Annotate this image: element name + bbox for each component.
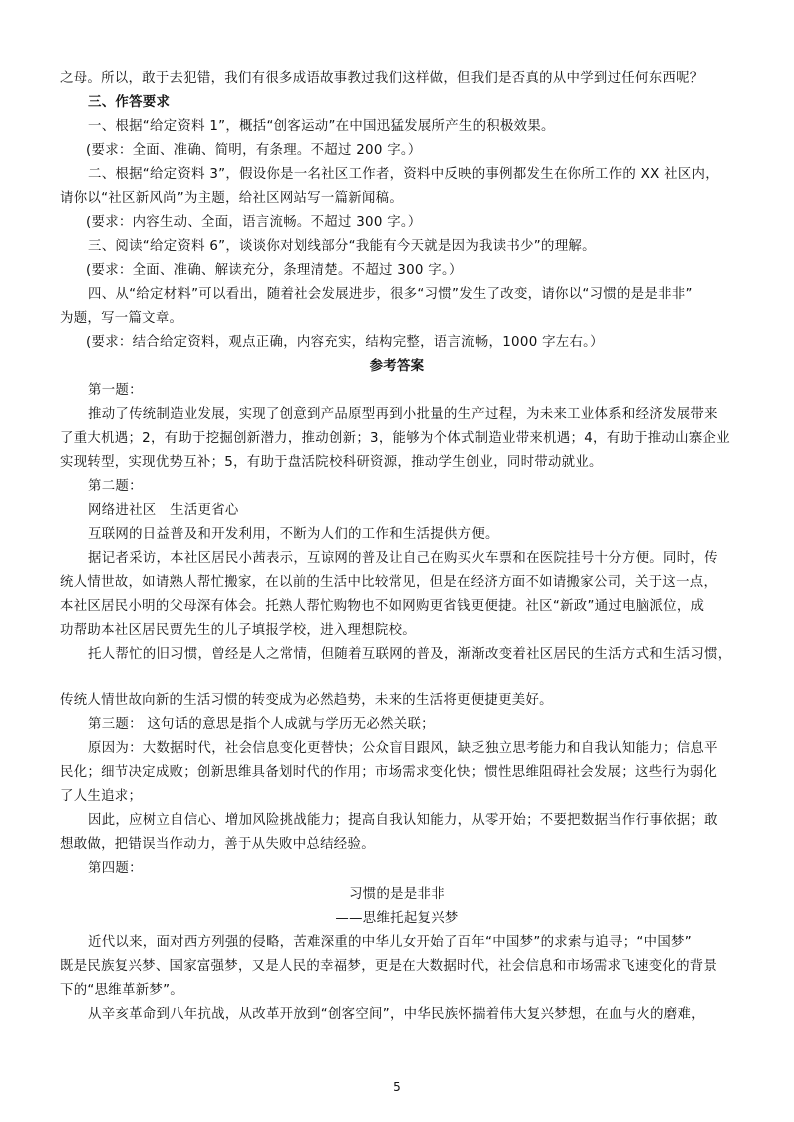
text-line: 推动了传统制造业发展，实现了创意到产品原型再到小批量的生产过程，为未来工业体系和经济发展带来 bbox=[88, 407, 718, 422]
question-2: 二、根据“给定资料 3”，假设你是一名社区工作者，资料中反映的事例都发生在你所工作的 XX 社区内， bbox=[88, 167, 719, 182]
section-heading: 三、作答要求 bbox=[88, 95, 171, 110]
answer-4-label: 第四题： bbox=[88, 861, 143, 876]
text-line: 民化；细节决定成败；创新思维具备划时代的作用；市场需求变化快；惯性思维阻碍社会发展；这些行为弱化 bbox=[60, 765, 718, 780]
text-line: 因此，应树立自信心、增加风险挑战能力；提高自我认知能力，从零开始；不要把数据当作行事依据；敢 bbox=[88, 813, 718, 828]
answers-heading: 参考答案 bbox=[369, 359, 425, 374]
question-3: 三、阅读“给定资料 6”，谈谈你对划线部分“我能有今天就是因为我读书少”的理解。 bbox=[88, 239, 596, 254]
news-title: 网络进社区 生活更省心 bbox=[88, 503, 239, 518]
requirement-1: (要求：全面、准确、简明，有条理。不超过 200 字。） bbox=[86, 143, 422, 158]
essay-subtitle: ——思维托起复兴梦 bbox=[335, 911, 459, 926]
question-1: 一、根据“给定资料 1”，概括“创客运动”在中国迅猛发展所产生的积极效果。 bbox=[88, 119, 555, 134]
text-line: 实现转型，实现优势互补；5，有助于盘活院校科研资源，推动学生创业，同时带动就业。 bbox=[60, 455, 603, 470]
text-line: 原因为：大数据时代，社会信息变化更替快；公众盲目跟风，缺乏独立思考能力和自我认知能力；信息平 bbox=[88, 741, 718, 756]
answer-1-label: 第一题： bbox=[88, 383, 143, 398]
text-line: 功帮助本社区居民贾先生的儿子填报学校，进入理想院校。 bbox=[60, 623, 416, 638]
requirement-4: (要求：结合给定资料，观点正确，内容充实，结构完整，语言流畅，1000 字左右。） bbox=[86, 335, 604, 350]
text-line: 既是民族复兴梦、国家富强梦，又是人民的幸福梦，更是在大数据时代，社会信息和市场需求飞速变化的背景 bbox=[60, 959, 718, 974]
requirement-3: (要求：全面、准确、解读充分，条理清楚。不超过 300 字。） bbox=[86, 263, 463, 278]
requirement-2: (要求：内容生动、全面，语言流畅。不超过 300 字。） bbox=[86, 215, 422, 230]
text-line: 想敢做，把错误当作动力，善于从失败中总结经验。 bbox=[60, 837, 375, 852]
text-line: 互联网的日益普及和开发利用，不断为人们的工作和生活提供方便。 bbox=[88, 527, 499, 542]
text-line: 传统人情世故向新的生活习惯的转变成为必然趋势，未来的生活将更便捷更美好。 bbox=[60, 693, 553, 708]
text-line: 本社区居民小明的父母深有体会。托熟人帮忙购物也不如网购更省钱更便捷。社区“新政”通过电脑派位，成 bbox=[60, 599, 705, 614]
text-line: 请你以“社区新风尚”为主题，给社区网站写一篇新闻稿。 bbox=[60, 191, 404, 206]
text-line: 从辛亥革命到八年抗战，从改革开放到“创客空间”，中华民族怀揣着伟大复兴梦想，在血与火的磨难， bbox=[88, 1007, 705, 1022]
answer-3-label: 第三题： 这句话的意思是指个人成就与学历无必然关联； bbox=[88, 717, 435, 732]
page-number: 5 bbox=[393, 1080, 401, 1094]
text-line: 据记者采访，本社区居民小茜表示，互谅网的普及让自己在购买火车票和在医院挂号十分方便。同时，传 bbox=[88, 551, 718, 566]
text-line: 下的“思维革新梦”。 bbox=[60, 983, 184, 998]
question-4: 四、从“给定材料”可以看出，随着社会发展进步，很多“习惯”发生了改变，请你以“习惯的是是非非” bbox=[88, 287, 693, 302]
text-line: 了重大机遇；2，有助于挖掘创新潜力，推动创新；3，能够为个体式制造业带来机遇；4，有助于推动山寨企业 bbox=[60, 431, 730, 446]
text-line: 了人生追求； bbox=[60, 789, 143, 804]
text-line: 为题，写一篇文章。 bbox=[60, 311, 184, 326]
answer-2-label: 第二题： bbox=[88, 479, 143, 494]
essay-title: 习惯的是是非非 bbox=[349, 887, 445, 902]
text-line: 近代以来，面对西方列强的侵略，苦难深重的中华儿女开始了百年“中国梦”的求索与追寻；“中国梦” bbox=[88, 935, 692, 950]
text-line: 之母。所以，敢于去犯错，我们有很多成语故事教过我们这样做，但我们是否真的从中学到过任何东西呢？ bbox=[60, 71, 704, 86]
text-line: 统人情世故，如请熟人帮忙搬家，在以前的生活中比较常见，但是在经济方面不如请搬家公司，关于这一点， bbox=[60, 575, 718, 590]
text-line: 托人帮忙的旧习惯，曾经是人之常情，但随着互联网的普及，渐渐改变着社区居民的生活方式和生活习惯， bbox=[88, 647, 732, 662]
